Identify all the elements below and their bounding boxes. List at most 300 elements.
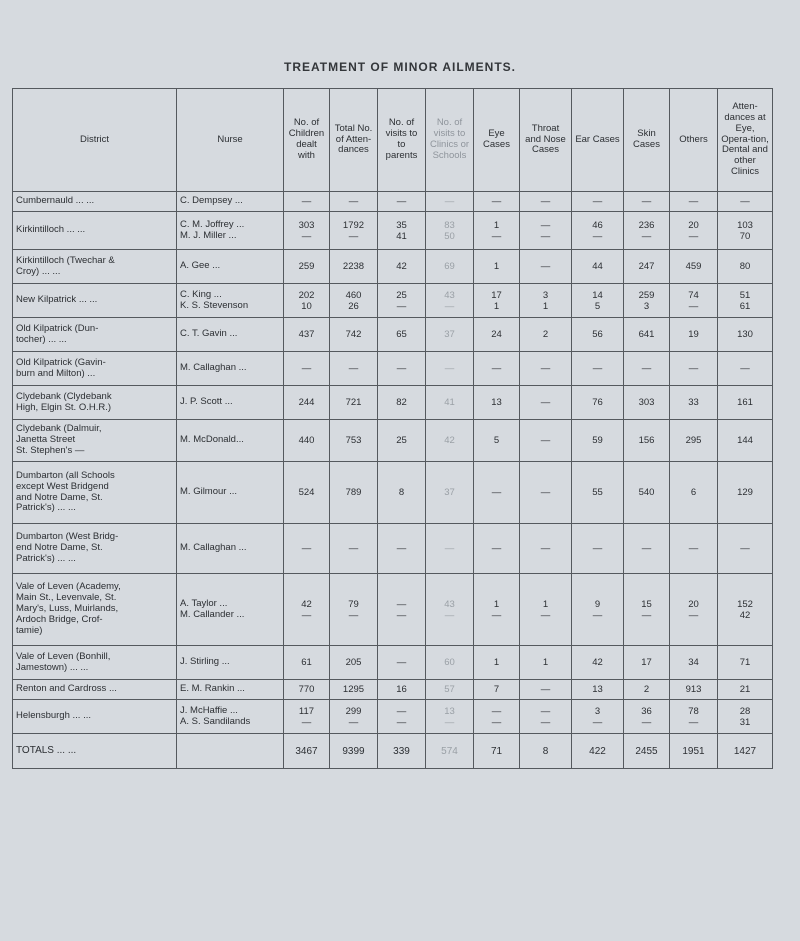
cell-line: 44 bbox=[592, 261, 603, 272]
cell-attendances bbox=[330, 700, 378, 734]
cell-children bbox=[284, 524, 330, 574]
totals-nurse-cell bbox=[177, 734, 284, 769]
cell-eye-op bbox=[718, 462, 773, 524]
cell-line: — bbox=[301, 230, 312, 242]
cell-visits-parents bbox=[378, 386, 426, 420]
cell-line: Old Kilpatrick (Gavin- bbox=[16, 356, 106, 368]
cell-line: 31 bbox=[739, 716, 751, 728]
cell-line: 117 bbox=[298, 705, 315, 717]
cell-line: 1295 bbox=[342, 684, 365, 695]
totals-row bbox=[13, 734, 773, 769]
cell-line: High, Elgin St. O.H.R.) bbox=[16, 401, 112, 413]
cell-line: Main St., Levenvale, St. bbox=[16, 592, 117, 604]
cell-ear bbox=[572, 646, 624, 680]
cell-throat bbox=[520, 284, 572, 318]
cell-line: 42 bbox=[444, 435, 455, 446]
cell-eye bbox=[474, 318, 520, 352]
cell-nurse bbox=[177, 386, 284, 420]
cell-others bbox=[670, 524, 718, 574]
cell-skin bbox=[624, 462, 670, 524]
cell-line: 3 bbox=[643, 300, 650, 312]
cell-line: 1 bbox=[493, 598, 500, 610]
totals-clinic-attendances: 1427 bbox=[718, 734, 773, 769]
cell-line: Old Kilpatrick (Dun- bbox=[16, 322, 99, 334]
cell-line: — bbox=[688, 300, 699, 312]
cell-eye-op bbox=[718, 250, 773, 284]
cell-ear bbox=[572, 284, 624, 318]
cell-attendances bbox=[330, 318, 378, 352]
cell-children bbox=[284, 700, 330, 734]
cell-line: Clydebank (Dalmuir, bbox=[16, 423, 102, 435]
cell-district bbox=[13, 462, 177, 524]
cell-children bbox=[284, 318, 330, 352]
cell-eye bbox=[474, 680, 520, 700]
cell-line: — bbox=[491, 705, 502, 717]
cell-nurse bbox=[177, 318, 284, 352]
cell-line: 19 bbox=[688, 329, 699, 340]
totals-children: 3467 bbox=[284, 734, 330, 769]
cell-visits-clinics bbox=[426, 284, 474, 318]
cell-line: 103 bbox=[737, 219, 753, 231]
cell-line: Dumbarton (West Bridg- bbox=[16, 531, 119, 543]
cell-district bbox=[13, 318, 177, 352]
cell-line: 13 bbox=[491, 397, 502, 408]
cell-visits-clinics bbox=[426, 352, 474, 386]
cell-line: Janetta Street bbox=[16, 434, 76, 446]
cell-line: Patrick's) ... ... bbox=[16, 552, 76, 564]
cell-line: 59 bbox=[592, 435, 603, 446]
cell-children bbox=[284, 646, 330, 680]
cell-ear bbox=[572, 318, 624, 352]
table-row bbox=[13, 386, 773, 420]
cell-ear bbox=[572, 352, 624, 386]
cell-line: 9 bbox=[594, 598, 601, 610]
cell-line: 82 bbox=[396, 397, 407, 408]
cell-skin bbox=[624, 318, 670, 352]
cell-attendances bbox=[330, 646, 378, 680]
cell-line: — bbox=[396, 657, 407, 668]
cell-eye-op bbox=[718, 700, 773, 734]
cell-visits-clinics bbox=[426, 524, 474, 574]
cell-line: — bbox=[491, 609, 502, 621]
cell-line: — bbox=[688, 196, 699, 207]
cell-line: C. King ... bbox=[180, 288, 222, 300]
cell-line: 42 bbox=[592, 657, 603, 668]
cell-visits-parents bbox=[378, 462, 426, 524]
totals-visits-clinics: 574 bbox=[426, 734, 474, 769]
cell-children bbox=[284, 192, 330, 212]
cell-line: Dumbarton (all Schools bbox=[16, 469, 115, 481]
cell-line: A. Gee ... bbox=[180, 260, 221, 272]
cell-line: 25 bbox=[396, 435, 407, 446]
cell-line: 24 bbox=[491, 329, 502, 340]
cell-attendances bbox=[330, 250, 378, 284]
cell-visits-parents bbox=[378, 284, 426, 318]
cell-line: 57 bbox=[444, 684, 455, 695]
cell-line: 244 bbox=[298, 397, 315, 408]
cell-line: — bbox=[396, 716, 407, 728]
cell-line: — bbox=[540, 487, 551, 498]
cell-line: Jamestown) ... ... bbox=[16, 661, 89, 673]
cell-line: — bbox=[688, 609, 699, 621]
cell-nurse bbox=[177, 462, 284, 524]
cell-line: 42 bbox=[301, 598, 312, 610]
cell-line: J. Stirling ... bbox=[180, 656, 230, 668]
cell-district bbox=[13, 700, 177, 734]
header-row bbox=[13, 89, 773, 192]
cell-skin bbox=[624, 192, 670, 212]
cell-line: 74 bbox=[688, 289, 699, 301]
cell-line: — bbox=[641, 543, 652, 554]
cell-line: 3 bbox=[542, 289, 549, 301]
cell-line: 42 bbox=[739, 609, 751, 621]
cell-line: Clydebank (Clydebank bbox=[16, 390, 112, 402]
cell-line: — bbox=[396, 543, 407, 554]
cell-line: 61 bbox=[301, 657, 312, 668]
cell-line: — bbox=[396, 196, 407, 207]
cell-visits-clinics bbox=[426, 646, 474, 680]
cell-line: 2238 bbox=[342, 261, 365, 272]
header-district: District bbox=[13, 89, 177, 192]
cell-line: — bbox=[348, 716, 359, 728]
cell-line: — bbox=[592, 543, 603, 554]
cell-line: 26 bbox=[348, 300, 359, 312]
cell-line: 202 bbox=[298, 289, 315, 301]
cell-line: 70 bbox=[739, 230, 751, 242]
cell-ear bbox=[572, 192, 624, 212]
cell-visits-clinics bbox=[426, 386, 474, 420]
cell-throat bbox=[520, 524, 572, 574]
cell-line: 21 bbox=[739, 684, 751, 695]
cell-line: 35 bbox=[396, 219, 407, 231]
cell-line: end Notre Dame, St. bbox=[16, 542, 103, 554]
cell-eye bbox=[474, 700, 520, 734]
cell-line: Renton and Cardross ... bbox=[16, 683, 117, 695]
cell-others bbox=[670, 192, 718, 212]
cell-line: — bbox=[641, 196, 652, 207]
cell-line: 46 bbox=[592, 219, 603, 231]
cell-line: — bbox=[491, 363, 502, 374]
cell-line: 20 bbox=[688, 219, 699, 231]
cell-line: 1 bbox=[542, 598, 549, 610]
cell-others bbox=[670, 574, 718, 646]
cell-throat bbox=[520, 462, 572, 524]
cell-eye-op bbox=[718, 284, 773, 318]
cell-eye-op bbox=[718, 524, 773, 574]
cell-district bbox=[13, 386, 177, 420]
table-row bbox=[13, 646, 773, 680]
totals-skin: 2455 bbox=[624, 734, 670, 769]
header-visits-clinics: No. of visits to Clinics or Schools bbox=[426, 89, 474, 192]
cell-line: 37 bbox=[444, 329, 455, 340]
cell-line: 130 bbox=[737, 329, 753, 340]
header-others: Others bbox=[670, 89, 718, 192]
cell-line: — bbox=[444, 716, 455, 728]
cell-line: C. M. Joffrey ... bbox=[180, 218, 245, 230]
cell-eye bbox=[474, 574, 520, 646]
cell-line: 51 bbox=[739, 289, 751, 301]
cell-line: 79 bbox=[348, 598, 359, 610]
cell-line: — bbox=[740, 363, 750, 374]
cell-line: — bbox=[396, 705, 407, 717]
cell-eye bbox=[474, 250, 520, 284]
cell-skin bbox=[624, 212, 670, 250]
cell-line: 37 bbox=[444, 487, 455, 498]
cell-line: 50 bbox=[444, 230, 455, 242]
cell-line: J. P. Scott ... bbox=[180, 396, 233, 408]
cell-line: 129 bbox=[737, 487, 753, 498]
cell-line: — bbox=[348, 609, 359, 621]
cell-line: M. J. Miller ... bbox=[180, 229, 237, 241]
header-visits-parents: No. of visits to to parents bbox=[378, 89, 426, 192]
cell-ear bbox=[572, 680, 624, 700]
cell-ear bbox=[572, 212, 624, 250]
cell-line: 5 bbox=[594, 300, 601, 312]
cell-eye-op bbox=[718, 646, 773, 680]
cell-line: — bbox=[301, 716, 312, 728]
cell-skin bbox=[624, 646, 670, 680]
cell-nurse bbox=[177, 192, 284, 212]
cell-others bbox=[670, 680, 718, 700]
header-clinic-attendances: Atten-dances at Eye, Opera-tion, Dental and other Clinics bbox=[718, 89, 773, 192]
table-row bbox=[13, 318, 773, 352]
cell-line: tamie) bbox=[16, 624, 43, 636]
cell-skin bbox=[624, 574, 670, 646]
cell-nurse bbox=[177, 646, 284, 680]
cell-line: 78 bbox=[688, 705, 699, 717]
cell-line: 76 bbox=[592, 397, 603, 408]
totals-eye: 71 bbox=[474, 734, 520, 769]
cell-line: 60 bbox=[444, 657, 455, 668]
totals-ear: 422 bbox=[572, 734, 624, 769]
cell-line: M. Callander ... bbox=[180, 608, 245, 620]
cell-line: — bbox=[396, 363, 407, 374]
cell-line: Vale of Leven (Bonhill, bbox=[16, 650, 111, 662]
cell-throat bbox=[520, 420, 572, 462]
cell-eye bbox=[474, 462, 520, 524]
cell-line: 770 bbox=[298, 684, 315, 695]
cell-others bbox=[670, 646, 718, 680]
table-row bbox=[13, 352, 773, 386]
cell-line: 36 bbox=[641, 705, 652, 717]
cell-nurse bbox=[177, 250, 284, 284]
cell-visits-parents bbox=[378, 352, 426, 386]
cell-throat bbox=[520, 386, 572, 420]
table-row bbox=[13, 284, 773, 318]
cell-visits-parents bbox=[378, 646, 426, 680]
cell-line: — bbox=[592, 196, 603, 207]
cell-district bbox=[13, 352, 177, 386]
cell-line: 7 bbox=[493, 684, 500, 695]
cell-line: 144 bbox=[737, 435, 753, 446]
cell-children bbox=[284, 680, 330, 700]
cell-line: 913 bbox=[685, 684, 702, 695]
cell-line: 299 bbox=[345, 705, 362, 717]
cell-line: M. Callaghan ... bbox=[180, 362, 247, 374]
cell-ear bbox=[572, 386, 624, 420]
cell-line: except West Bridgend bbox=[16, 480, 109, 492]
cell-attendances bbox=[330, 212, 378, 250]
cell-line: 524 bbox=[298, 487, 315, 498]
cell-children bbox=[284, 352, 330, 386]
cell-line: 1 bbox=[542, 657, 549, 668]
cell-line: 16 bbox=[396, 684, 407, 695]
cell-eye-op bbox=[718, 192, 773, 212]
cell-line: New Kilpatrick ... ... bbox=[16, 294, 98, 306]
cell-nurse bbox=[177, 352, 284, 386]
cell-visits-clinics bbox=[426, 700, 474, 734]
header-nurse: Nurse bbox=[177, 89, 284, 192]
cell-others bbox=[670, 462, 718, 524]
cell-line: — bbox=[641, 716, 652, 728]
cell-line: St. Stephen's — bbox=[16, 444, 85, 456]
cell-visits-parents bbox=[378, 250, 426, 284]
cell-district bbox=[13, 212, 177, 250]
cell-eye-op bbox=[718, 386, 773, 420]
cell-line: 17 bbox=[491, 289, 502, 301]
cell-line: 25 bbox=[396, 289, 407, 301]
cell-line: — bbox=[540, 230, 551, 242]
cell-line: — bbox=[592, 716, 603, 728]
cell-ear bbox=[572, 462, 624, 524]
cell-attendances bbox=[330, 420, 378, 462]
cell-line: — bbox=[301, 363, 312, 374]
cell-line: 13 bbox=[592, 684, 603, 695]
cell-visits-clinics bbox=[426, 574, 474, 646]
cell-line: — bbox=[540, 543, 551, 554]
table-row bbox=[13, 680, 773, 700]
cell-line: 1 bbox=[542, 300, 549, 312]
cell-ear bbox=[572, 574, 624, 646]
cell-line: 205 bbox=[345, 657, 362, 668]
cell-district bbox=[13, 250, 177, 284]
cell-visits-parents bbox=[378, 192, 426, 212]
cell-line: 459 bbox=[685, 261, 702, 272]
cell-line: — bbox=[540, 397, 551, 408]
cell-line: 34 bbox=[688, 657, 699, 668]
cell-throat bbox=[520, 192, 572, 212]
table-row bbox=[13, 250, 773, 284]
cell-line: — bbox=[540, 716, 551, 728]
cell-ear bbox=[572, 250, 624, 284]
header-ear: Ear Cases bbox=[572, 89, 624, 192]
cell-others bbox=[670, 700, 718, 734]
cell-line: 80 bbox=[739, 261, 751, 272]
cell-line: — bbox=[688, 543, 699, 554]
cell-eye bbox=[474, 386, 520, 420]
cell-throat bbox=[520, 700, 572, 734]
cell-line: 440 bbox=[298, 435, 315, 446]
cell-line: Kirkintilloch ... ... bbox=[16, 224, 86, 236]
cell-skin bbox=[624, 284, 670, 318]
table-row bbox=[13, 420, 773, 462]
cell-visits-parents bbox=[378, 318, 426, 352]
cell-line: 161 bbox=[737, 397, 753, 408]
cell-line: 1 bbox=[493, 219, 500, 231]
cell-attendances bbox=[330, 352, 378, 386]
table-row bbox=[13, 212, 773, 250]
cell-others bbox=[670, 284, 718, 318]
cell-line: J. McHaffie ... bbox=[180, 704, 238, 716]
cell-children bbox=[284, 250, 330, 284]
cell-district bbox=[13, 524, 177, 574]
cell-eye bbox=[474, 420, 520, 462]
cell-others bbox=[670, 250, 718, 284]
cell-line: Helensburgh ... ... bbox=[16, 710, 91, 722]
cell-line: M. Callaghan ... bbox=[180, 542, 247, 554]
cell-line: 28 bbox=[739, 705, 751, 717]
cell-line: Patrick's) ... ... bbox=[16, 502, 76, 514]
cell-line: — bbox=[740, 196, 750, 207]
cell-ear bbox=[572, 700, 624, 734]
cell-visits-parents bbox=[378, 524, 426, 574]
cell-line: — bbox=[592, 363, 603, 374]
cell-line: — bbox=[348, 196, 359, 207]
totals-label: TOTALS ... ... bbox=[13, 734, 177, 769]
cell-line: A. Taylor ... bbox=[180, 597, 228, 609]
header-children: No. of Children dealt with bbox=[284, 89, 330, 192]
cell-line: 152 bbox=[737, 598, 753, 610]
cell-throat bbox=[520, 250, 572, 284]
cell-line: 2 bbox=[643, 684, 650, 695]
cell-line: — bbox=[540, 684, 551, 695]
cell-visits-parents bbox=[378, 420, 426, 462]
cell-line: 10 bbox=[301, 300, 312, 312]
cell-line: 41 bbox=[396, 230, 407, 242]
cell-line: — bbox=[540, 609, 551, 621]
cell-line: 247 bbox=[638, 261, 655, 272]
cell-line: Croy) ... ... bbox=[16, 265, 61, 277]
cell-eye bbox=[474, 524, 520, 574]
cell-children bbox=[284, 420, 330, 462]
cell-nurse bbox=[177, 700, 284, 734]
cell-visits-clinics bbox=[426, 318, 474, 352]
cell-line: — bbox=[491, 716, 502, 728]
table-row bbox=[13, 524, 773, 574]
cell-attendances bbox=[330, 680, 378, 700]
cell-eye-op bbox=[718, 574, 773, 646]
cell-district bbox=[13, 646, 177, 680]
cell-line: 42 bbox=[396, 261, 407, 272]
cell-line: Kirkintilloch (Twechar & bbox=[16, 254, 115, 266]
cell-children bbox=[284, 212, 330, 250]
cell-line: — bbox=[396, 300, 407, 312]
table-row bbox=[13, 462, 773, 524]
cell-line: burn and Milton) ... bbox=[16, 367, 96, 379]
cell-attendances bbox=[330, 524, 378, 574]
cell-line: — bbox=[348, 230, 359, 242]
cell-nurse bbox=[177, 524, 284, 574]
cell-children bbox=[284, 386, 330, 420]
cell-visits-clinics bbox=[426, 192, 474, 212]
cell-district bbox=[13, 192, 177, 212]
cell-line: — bbox=[348, 363, 359, 374]
cell-line: C. T. Gavin ... bbox=[180, 328, 238, 340]
cell-eye-op bbox=[718, 420, 773, 462]
cell-throat bbox=[520, 574, 572, 646]
cell-others bbox=[670, 386, 718, 420]
cell-line: Vale of Leven (Academy, bbox=[16, 581, 121, 593]
table-row bbox=[13, 192, 773, 212]
cell-line: 20 bbox=[688, 598, 699, 610]
cell-line: M. McDonald... bbox=[180, 434, 244, 446]
cell-eye-op bbox=[718, 680, 773, 700]
cell-line: — bbox=[396, 609, 407, 621]
cell-line: 56 bbox=[592, 329, 603, 340]
cell-line: 8 bbox=[398, 487, 405, 498]
minor-ailments-table bbox=[12, 88, 773, 769]
header-attendances: Total No. of Atten-dances bbox=[330, 89, 378, 192]
